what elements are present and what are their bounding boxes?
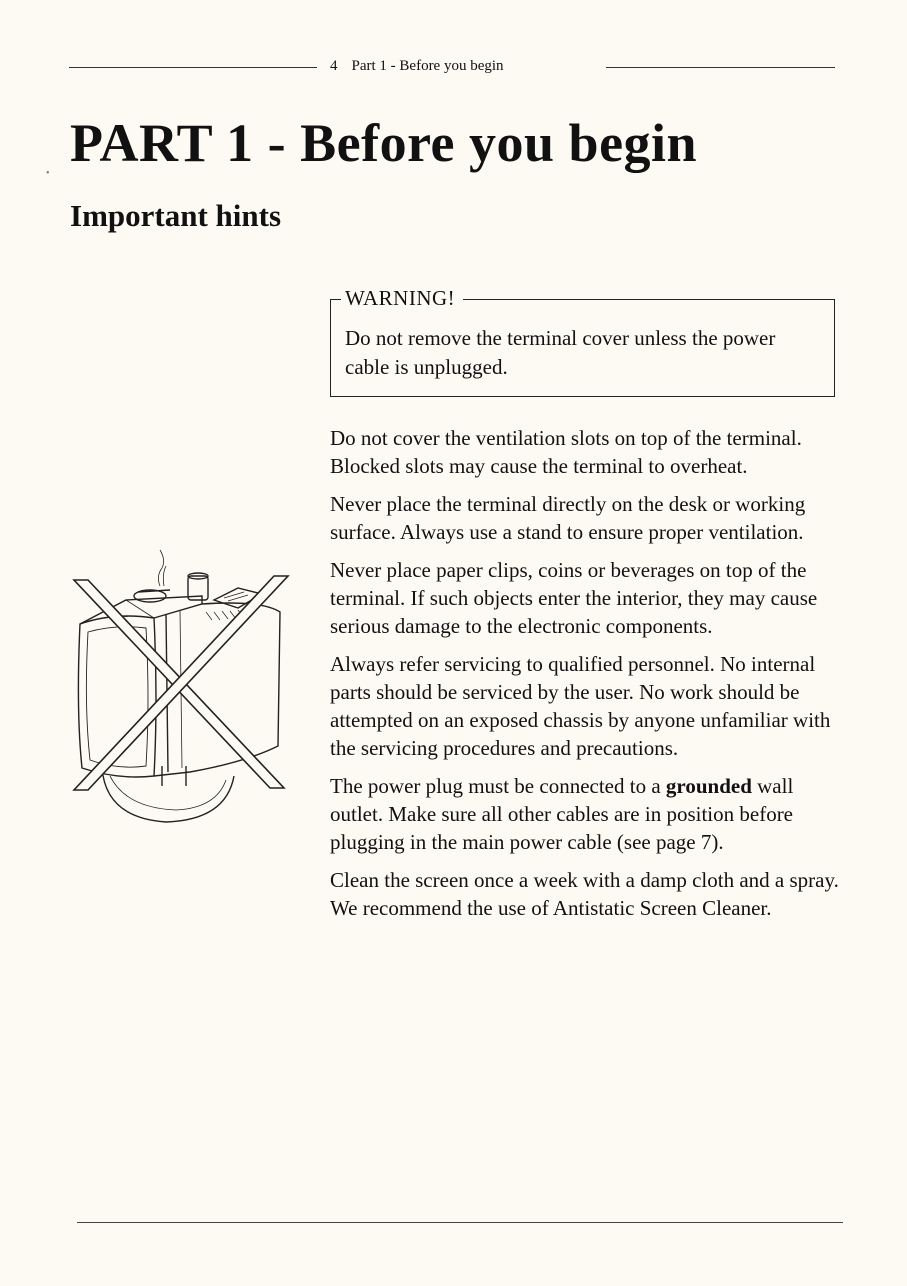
- scan-speck: •: [46, 168, 50, 179]
- hint-paragraph-grounded: [330, 772, 840, 856]
- warning-text: Do not remove the terminal cover unless the power cable is unplugged.: [345, 326, 776, 379]
- crossed-out-terminal-illustration: [66, 540, 294, 830]
- hint-text: wall outlet. Make sure all other cables are in position before plugging in the main power cable (see page 7).: [330, 774, 794, 854]
- hint-paragraph: Never place the terminal directly on the desk or working surface. Always use a stand to ensure proper ventilation.: [330, 492, 806, 544]
- header-rule-left: [69, 67, 317, 68]
- hint-paragraph: Always refer servicing to qualified personnel. No internal parts should be serviced by the user. No work should be attempted on an exposed chassis by anyone unfamiliar with the servicing procedures and precautions.: [330, 652, 831, 760]
- hints-body: [330, 424, 840, 932]
- section-title: Important hints: [70, 198, 282, 233]
- warning-title: WARNING!: [341, 286, 463, 311]
- warning-box: [330, 286, 835, 397]
- hint-text: The power plug must be connected to a: [330, 774, 666, 798]
- page-number: 4: [330, 58, 338, 74]
- hint-paragraph: Never place paper clips, coins or beverages on top of the terminal. If such objects enter the interior, they may cause serious damage to the electronic components.: [330, 558, 818, 638]
- running-title: Part 1 - Before you begin: [351, 58, 504, 74]
- grounded-emphasis: grounded: [665, 774, 752, 798]
- header-rule-right: [606, 67, 835, 68]
- footer-rule: [77, 1222, 843, 1223]
- hint-paragraph: Do not cover the ventilation slots on top of the terminal. Blocked slots may cause the terminal to overheat.: [330, 426, 802, 478]
- running-header: [330, 58, 598, 75]
- part-title: PART 1 - Before you begin: [70, 113, 698, 173]
- prohibition-cross-icon: [74, 576, 288, 790]
- hint-paragraph: Clean the screen once a week with a damp cloth and a spray. We recommend the use of Antistatic Screen Cleaner.: [330, 868, 839, 920]
